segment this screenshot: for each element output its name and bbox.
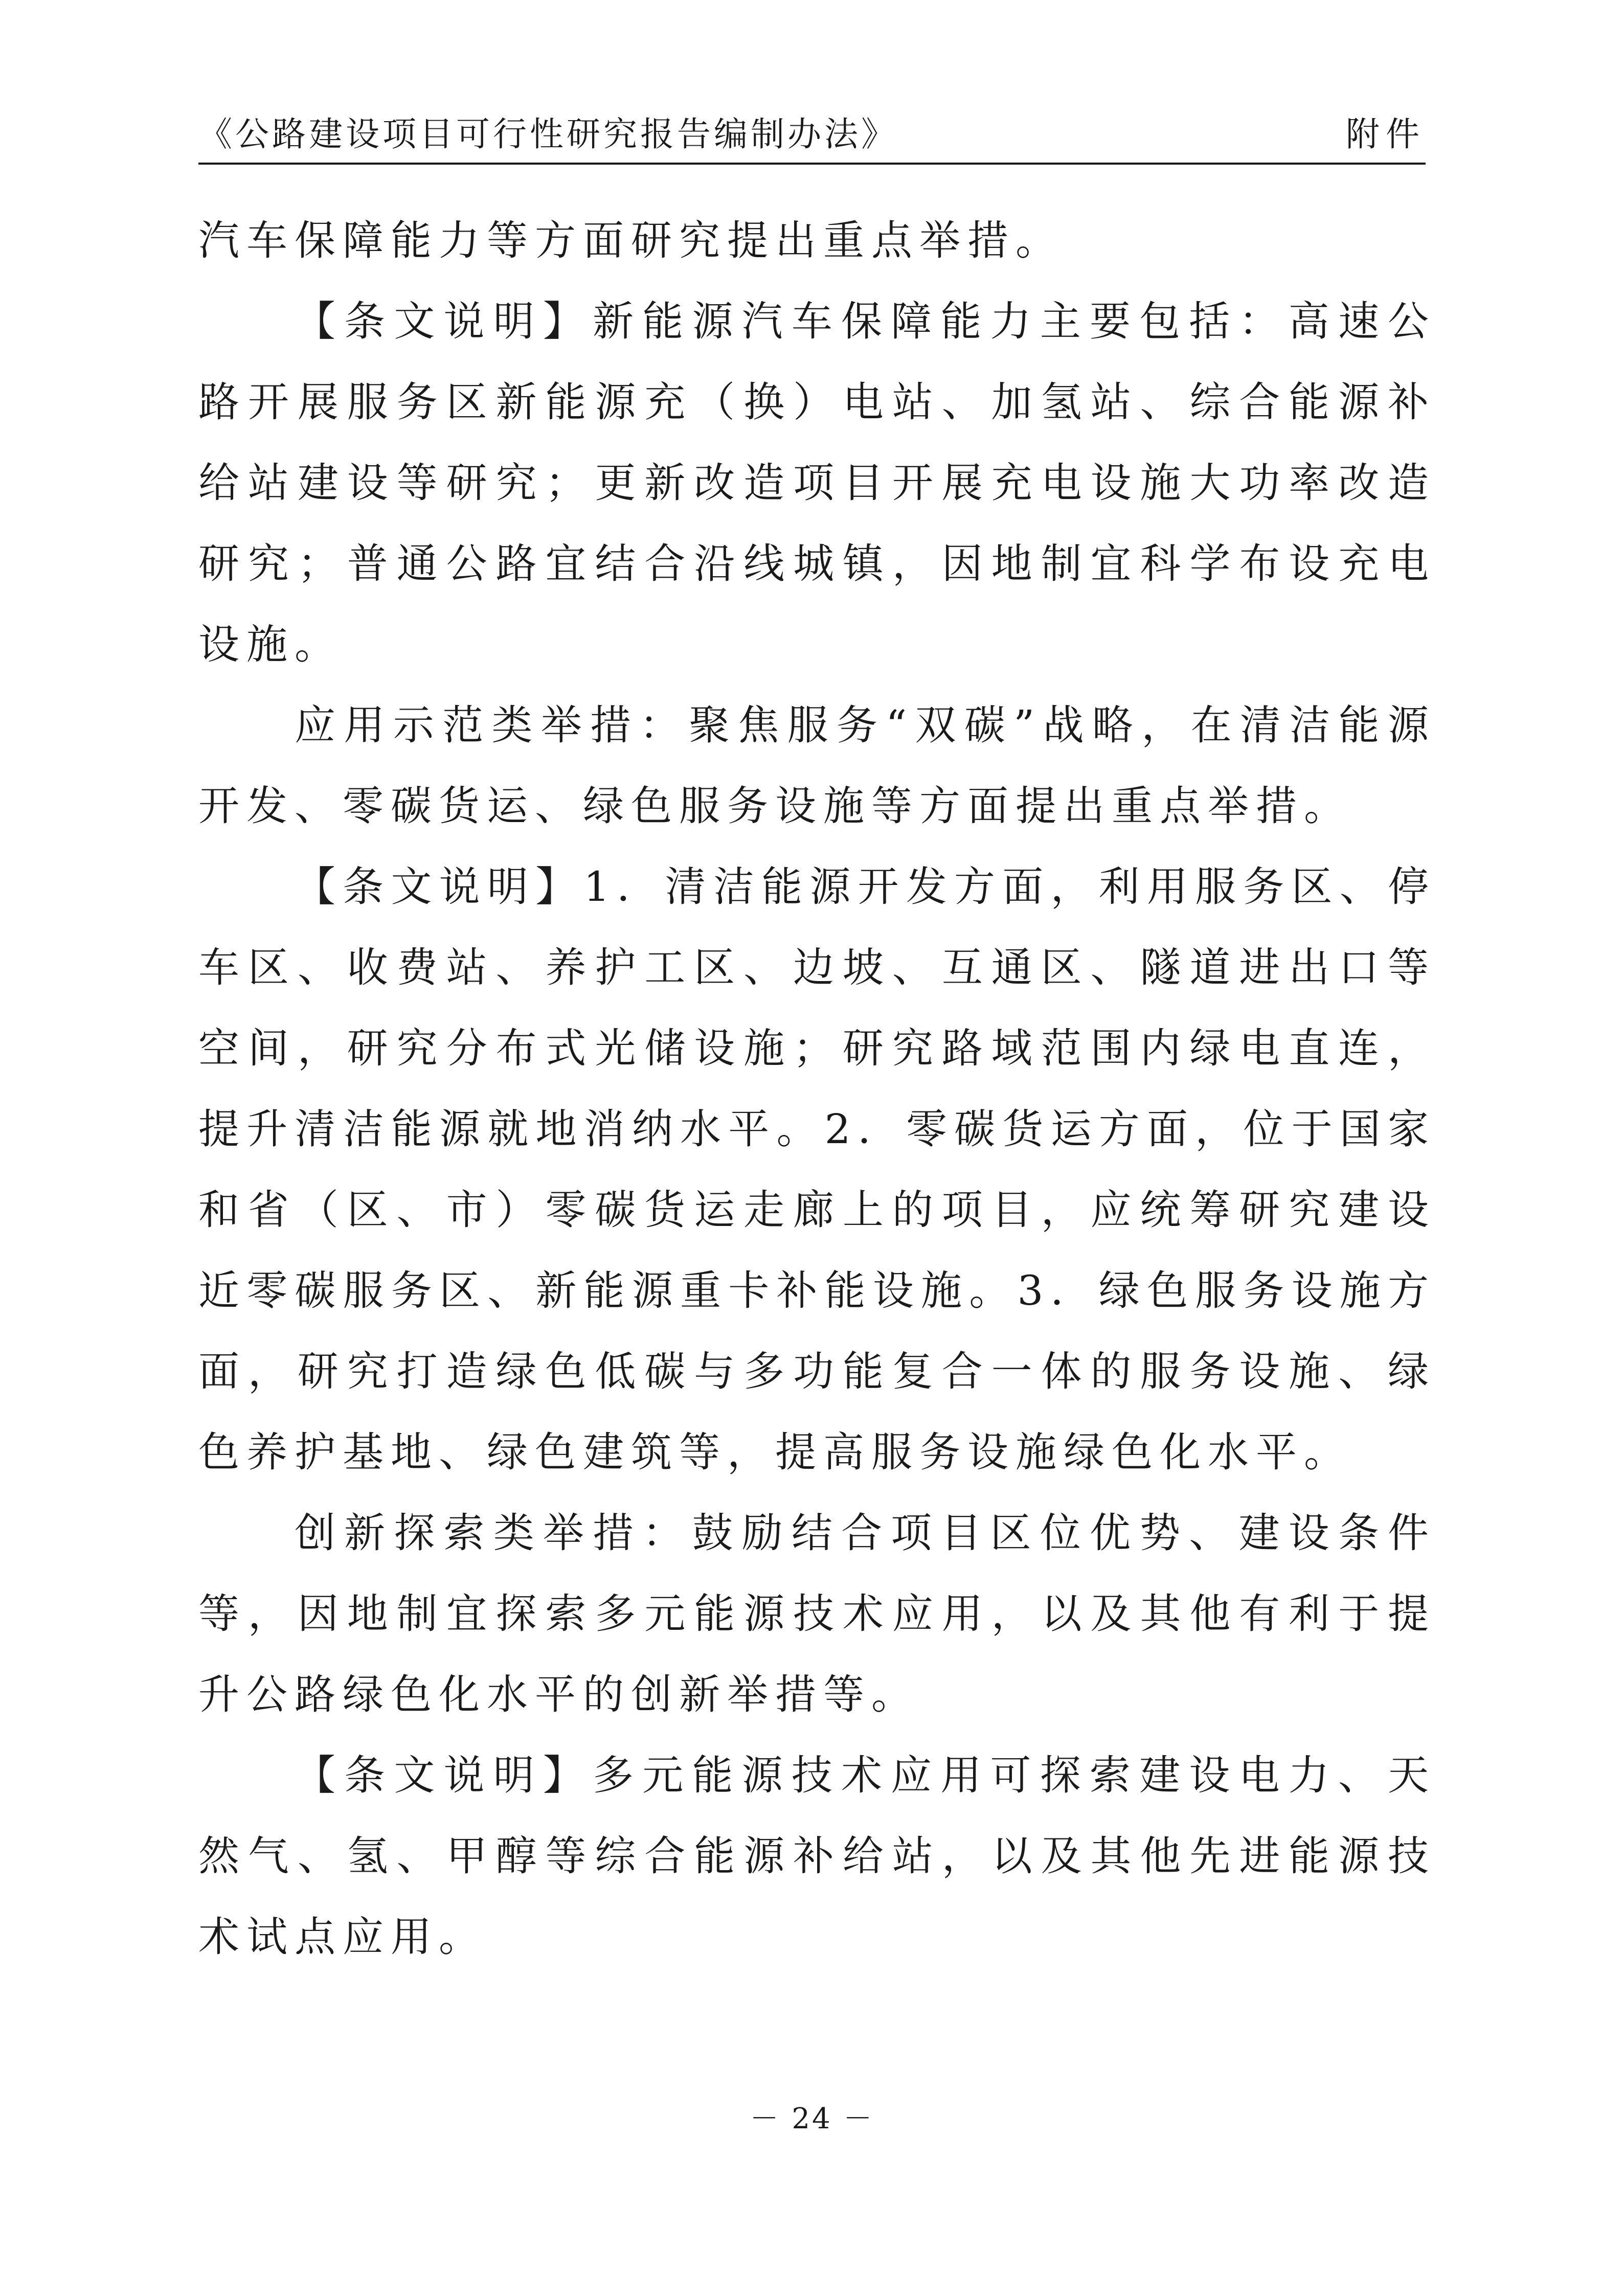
header-divider bbox=[198, 163, 1426, 165]
page-number: － 24 － bbox=[750, 2102, 874, 2135]
running-header bbox=[198, 111, 1426, 160]
paragraph-continuation: 汽车保障能力等方面研究提出重点举措。 bbox=[198, 217, 1064, 264]
paragraph-innovation-measures: 创新探索类举措：鼓励结合项目区位优势、建设条件等，因地制宜探索多元能源技术应用，以及其他有利于提升公路绿色化水平的创新举措等。 bbox=[198, 1509, 1436, 1718]
paragraph-note-multi-energy: 【条文说明】多元能源技术应用可探索建设电力、天然气、氢、甲醇等综合能源补给站，以及其他先进能源技术试点应用。 bbox=[198, 1752, 1436, 1961]
paragraph-note-clean-energy: 【条文说明】1．清洁能源开发方面，利用服务区、停车区、收费站、养护工区、边坡、互通区、隧道进出口等空间，研究分布式光储设施；研究路域范围内绿电直连，提升清洁能源就地消纳水平。2．零碳货运方面，位于国家和省（区、市）零碳货运走廊上的项目，应统筹研究建设近零碳服务区、新能源重卡补能设施。3．绿色服务设施方面，研究打造绿色低碳与多功能复合一体的服务设施、绿色养护基地、绿色建筑等，提高服务设施绿色化水平。 bbox=[198, 863, 1436, 1476]
document-title: 《公路建设项目可行性研究报告编制办法》 bbox=[198, 115, 898, 154]
paragraph-note-new-energy: 【条文说明】新能源汽车保障能力主要包括：高速公路开展服务区新能源充（换）电站、加氢站、综合能源补给站建设等研究；更新改造项目开展充电设施大功率改造研究；普通公路宜结合沿线城镇，因地制宜科学布设充电设施。 bbox=[198, 298, 1436, 668]
body-text bbox=[198, 200, 1436, 1977]
attachment-label: 附件 bbox=[1346, 115, 1426, 154]
paragraph-demonstration-measures: 应用示范类举措：聚焦服务“双碳”战略，在清洁能源开发、零碳货运、绿色服务设施等方面提出重点举措。 bbox=[198, 701, 1436, 830]
